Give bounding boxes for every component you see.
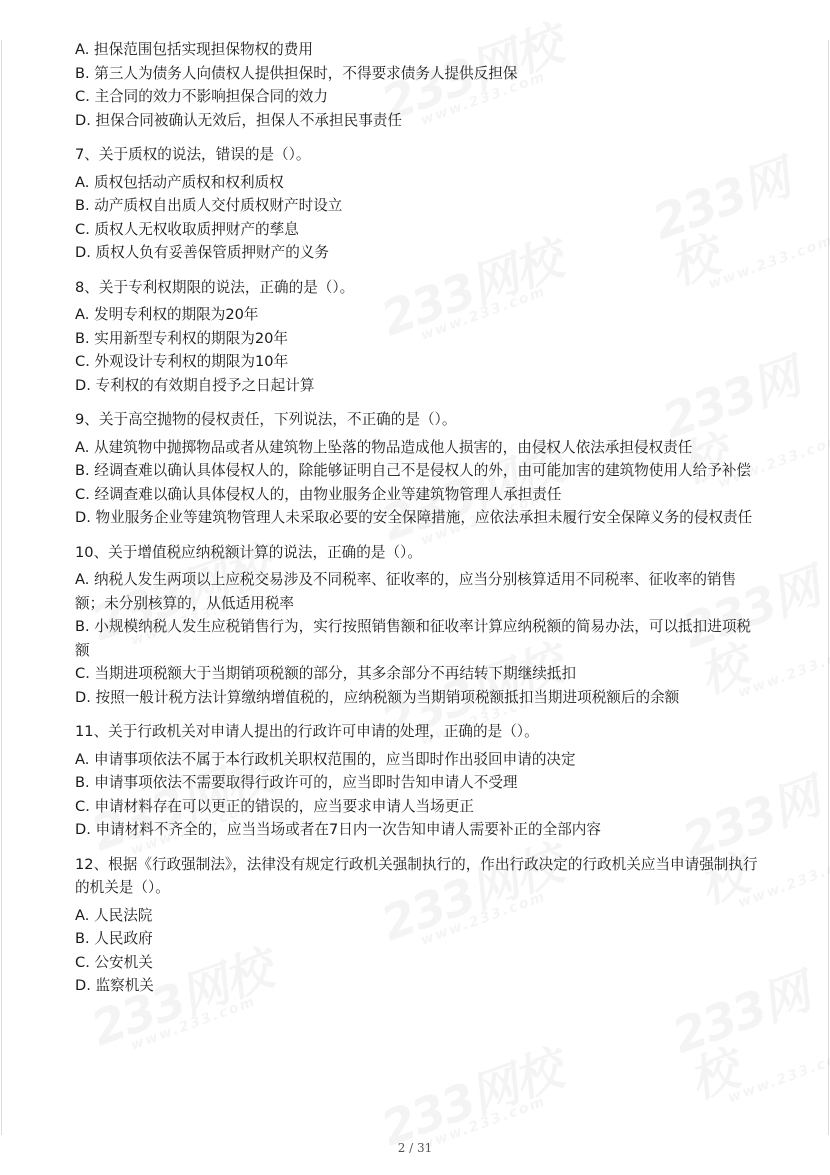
option-a: A. 人民法院: [75, 906, 153, 924]
option-c: C. 质权人无权收取质押财产的孳息: [75, 220, 299, 238]
option-a: A. 担保范围包括实现担保物权的费用: [75, 41, 313, 58]
option-d: D. 按照一般计税方法计算缴纳增值税的，应纳税额为当期销项税额抵扣当期进项税额后的余额: [75, 688, 680, 706]
option-a: A. 发明专利权的期限为20年: [75, 306, 259, 323]
option-d: D. 监察机关: [75, 977, 154, 994]
option-c: C. 经调查难以确认具体侵权人的，由物业服务企业等建筑物管理人承担责任: [75, 485, 562, 503]
question-8: [75, 276, 765, 398]
option-d: D. 质权人负有妥善保管质押财产的义务: [75, 244, 330, 261]
question-stem: 11、关于行政机关对申请人提出的行政许可申请的处理，正确的是（）。: [75, 723, 539, 740]
page-indicator: 2 / 31: [397, 1141, 433, 1155]
question-stem: 7、关于质权的说法，错误的是（）。: [75, 146, 311, 163]
question-9: [75, 408, 765, 530]
option-a: A. 纳税人发生两项以上应税交易涉及不同税率、征收率的，应当分别核算适用不同税率、征收率的销售额；未分别核算的，从低适用税率: [75, 571, 737, 612]
question-7: [75, 143, 765, 265]
question-11: [75, 720, 765, 842]
option-d: D. 物业服务企业等建筑物管理人未采取必要的安全保障措施，应依法承担未履行安全保障义务的侵权责任: [75, 509, 753, 526]
option-a: A. 从建筑物中抛掷物品或者从建筑物上坠落的物品造成他人损害的，由侵权人依法承担侵权责任: [75, 438, 693, 456]
option-d: D. 申请材料不齐全的，应当当场或者在7日内一次告知申请人需要补正的全部内容: [75, 821, 601, 838]
page-border-left: [1, 40, 2, 1135]
option-b: B. 第三人为债务人向债权人提供担保时，不得要求债务人提供反担保: [75, 64, 518, 82]
option-b: B. 人民政府: [75, 930, 153, 947]
question-10: [75, 541, 765, 710]
question-12: [75, 853, 765, 998]
option-c: C. 申请材料存在可以更正的错误的，应当要求申请人当场更正: [75, 797, 474, 815]
option-c: C. 主合同的效力不影响担保合同的效力: [75, 88, 328, 105]
option-d: D. 担保合同被确认无效后，担保人不承担民事责任: [75, 111, 402, 129]
option-d: D. 专利权的有效期自授予之日起计算: [75, 376, 315, 394]
option-b: B. 小规模纳税人发生应税销售行为，实行按照销售额和征收率计算应纳税额的简易办法，可以抵扣进项税额: [75, 618, 752, 659]
option-a: A. 质权包括动产质权和权利质权: [75, 173, 284, 191]
option-b: B. 申请事项依法不需要取得行政许可的，应当即时告知申请人不受理: [75, 774, 518, 791]
option-b: B. 动产质权自出质人交付质权财产时设立: [75, 197, 343, 214]
option-b: B. 实用新型专利权的期限为20年: [75, 329, 288, 347]
question-stem: 9、关于高空抛物的侵权责任，下列说法，不正确的是（）。: [75, 411, 457, 428]
option-c: C. 当期进项税额大于当期销项税额的部分，其多余部分不再结转下期继续抵扣: [75, 665, 577, 682]
question-stem: 12、根据《行政强制法》，法律没有规定行政机关强制执行的，作出行政决定的行政机关应当申请强制执行的机关是（）。: [75, 855, 758, 896]
option-c: C. 公安机关: [75, 953, 153, 971]
carryover-options: [75, 38, 765, 132]
option-b: B. 经调查难以确认具体侵权人的，除能够证明自己不是侵权人的外，由可能加害的建筑物使用人给予补偿: [75, 462, 752, 479]
question-stem: 10、关于增值税应纳税额计算的说法，正确的是（）。: [75, 543, 422, 561]
page-border-right: [828, 40, 829, 1135]
option-a: A. 申请事项依法不属于本行政机关职权范围的，应当即时作出驳回申请的决定: [75, 750, 576, 768]
document-body: [75, 38, 765, 998]
question-stem: 8、关于专利权期限的说法，正确的是（）。: [75, 278, 355, 296]
option-c: C. 外观设计专利权的期限为10年: [75, 353, 289, 370]
